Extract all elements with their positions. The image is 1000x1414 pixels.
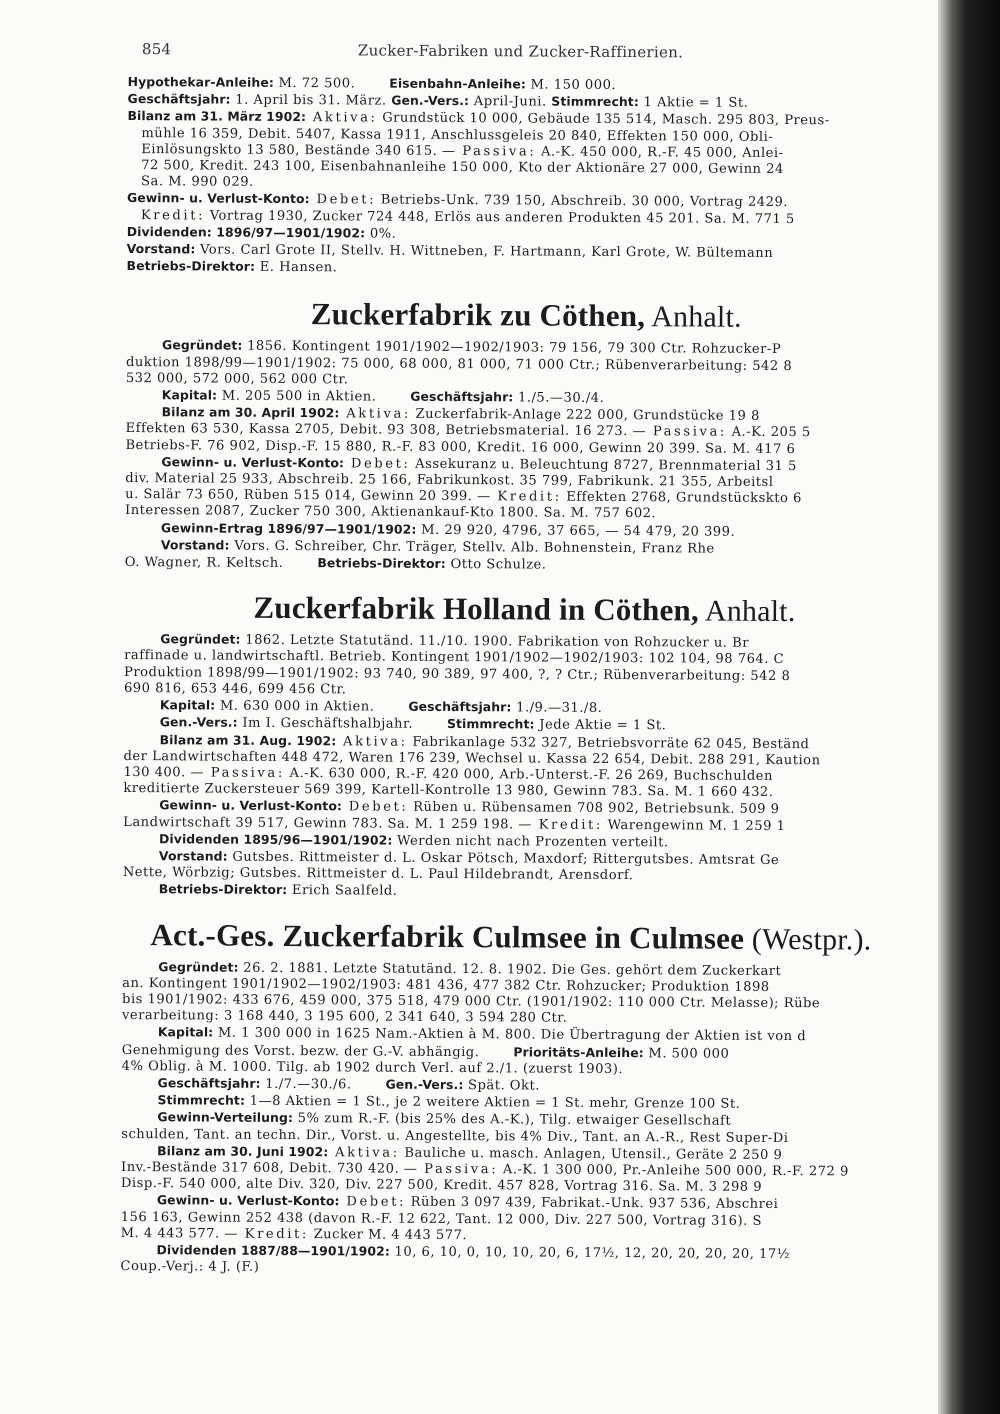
text-line: 72 500, Kredit. 243 100, Eisenbahnanleihe 150 000, Kto der Aktionäre 27 000, Gewinn 24 (141, 158, 784, 178)
text-line: Effekten 63 530, Kassa 2705, Debit. 93 308, Betriebsmaterial. 16 273. — Passiva: A.-K. 205 5 (125, 421, 811, 441)
text-line: Geschäftsjahr: 1./7.—30./6. Gen.-Vers.: Spät. Okt. (157, 1075, 540, 1094)
text-line: Gewinn- u. Verlust-Konto: Debet: Betriebs-Unk. 739 150, Abschreib. 30 000, Vortrag 2429. (126, 190, 789, 211)
text-line: Einlösungskto 13 580, Bestände 340 615. — Passiva: A.-K. 450 000, R.-F. 45 000, Anlei- (141, 141, 784, 161)
text-line: Gewinn-Ertrag 1896/97—1901/1902: M. 29 920, 4796, 37 665, — 54 479, 20 399. (160, 519, 736, 540)
text-line: 130 400. — Passiva: A.-K. 630 000, R.-F. 420 000, Arb.-Unterst.-F. 26 269, Buchschulden (123, 764, 773, 784)
text-line: Betriebs-F. 76 902, Disp.-F. 15 880, R.-F. 83 000, Kredit. 16 000, Gewinn 20 399. Sa. M. 417 6 (125, 437, 796, 457)
text-line: Landwirtschaft 39 517, Gewinn 783. Sa. M. 1 259 198. — Kredit: Warengewinn M. 1 259 1 (123, 814, 786, 834)
text-line: schulden, Tant. an techn. Dir., Vorst. u. Angestellte, bis 4% Div., Tant. an A.-R., Rest Super-Di (121, 1126, 789, 1146)
entry-culmsee (120, 959, 922, 1281)
text-line: Bilanz am 31. März 1902: Aktiva: Grundstück 10 000, Gebäude 135 514, Masch. 295 803, Preus- (127, 108, 830, 129)
text-line: bis 1901/1902: 433 676, 459 000, 375 518, 479 000 Ctr. (1901/1902: 110 000 Ctr. Melasse); Rübe (122, 991, 821, 1012)
running-head-title: Zucker-Fabriken und Zucker-Raffinerien. (357, 41, 684, 62)
text-line: Hypothekar-Anleihe: M. 72 500. Eisenbahn-Anleihe: M. 150 000. (127, 73, 617, 93)
entry-coethen (125, 337, 926, 576)
text-line: Gegründet: 1856. Kontingent 1901/1902—1902/1903: 79 156, 79 300 Ctr. Rohzucker-P (162, 337, 782, 358)
text-line: Vorstand: Vors. G. Schreiber, Chr. Träger, Stellv. Alb. Bohnenstein, Franz Rhe (160, 537, 715, 557)
text-line: Inv.-Bestände 317 608, Debit. 730 420. — Passiva: A.-K. 1 300 000, Pr.-Anleihe 500 000, R.-F. 272 9 (121, 1159, 849, 1180)
text-line: Genehmigung des Vorst. bezw. der G.-V. abhängig. Prioritäts-Anleihe: M. 500 000 (121, 1042, 730, 1062)
text-line: duktion 1898/99—1901/1902: 75 000, 68 000, 81 000, 71 000 Ctr.; Rübenverarbeitung: 542 8 (125, 354, 793, 374)
text-line: Kapital: M. 205 500 in Aktien. Geschäftsjahr: 1./5.—30./4. (161, 387, 605, 406)
text-line: Bilanz am 30. Juni 1902: Aktiva: Bauliche u. masch. Anlagen, Utensil., Geräte 2 250 9 (157, 1142, 783, 1163)
text-line: Produktion 1898/99—1901/1902: 93 740, 90 389, 97 400, ?, ? Ctr.; Rübenverarbeitung: 542 8 (124, 664, 791, 684)
page-edge-shadow (938, 0, 1000, 1414)
text-line: Nette, Wörbzig; Gutsbes. Rittmeister d. L. Paul Hildebrandt, Arensdorf. (122, 865, 634, 884)
text-line: u. Salär 73 650, Rüben 515 014, Gewinn 20 399. — Kredit: Effekten 2768, Grundstückskto 6 (125, 487, 802, 507)
text-line: Gegründet: 1862. Letzte Statutänd. 11./10. 1900. Fabrikation von Rohzucker u. Br (160, 631, 750, 652)
text-line: O. Wagner, R. Keltsch. Betriebs-Direktor: Otto Schulze. (124, 555, 547, 573)
text-line: Betriebs-Direktor: Erich Saalfeld. (158, 881, 398, 899)
text-line: raffinade u. landwirtschaftl. Betrieb. Kontingent 1901/1902—1902/1903: 102 104, 98 764. C (124, 648, 785, 668)
text-line: Coup.-Verj.: 4 J. (F.) (120, 1259, 260, 1276)
text-line: Gen.-Vers.: Im I. Geschäftshalbjahr. Stimmrecht: Jede Aktie = 1 St. (159, 714, 667, 734)
text-line: Dividenden 1895/96—1901/1902: Werden nicht nach Prozenten verteilt. (159, 830, 669, 851)
text-line: Stimmrecht: 1—8 Aktien = 1 St., je 2 weitere Aktien = 1 St. mehr, Grenze 100 St. (157, 1092, 741, 1112)
text-line: Betriebs-Direktor: E. Hansen. (126, 258, 338, 276)
running-head (128, 30, 928, 69)
text-line: an. Kontingent 1901/1902—1902/1903: 481 436, 477 382 Ctr. Rohzucker; Produktion 1898 (122, 975, 770, 995)
text-line: Gewinn-Verteilung: 5% zum R.-F. (bis 25% des A.-K.), Tilg. etwaiger Gesellschaft (157, 1109, 732, 1130)
section-title-holland: Zuckerfabrik Holland in Cöthen, Anhalt. (253, 590, 796, 629)
page-number: 854 (141, 40, 172, 59)
text-line: Kredit: Vortrag 1930, Zucker 724 448, Erlös aus anderen Produkten 45 201. Sa. M. 771 5 (140, 207, 795, 227)
text-line: kreditierte Zuckersteuer 569 399, Kartell-Kontrolle 13 980, Gewinn 783. Sa. M. 1 660 432. (123, 781, 774, 801)
text-line: 690 816, 653 446, 699 456 Ctr. (123, 680, 347, 698)
text-line: Geschäftsjahr: 1. April bis 31. März. Gen.-Vers.: April-Juni. Stimmrecht: 1 Aktie = 1 St. (127, 91, 749, 111)
text-line: der Landwirtschaften 448 472, Waren 176 239, Wechsel u. Kassa 22 654, Debit. 288 291, Kaution (123, 748, 821, 768)
entry-holland (123, 631, 925, 903)
entry-continuation (127, 74, 928, 280)
text-line: Gewinn- u. Verlust-Konto: Debet: Assekuranz u. Beleuchtung 8727, Brennmaterial 31 5 (161, 454, 797, 474)
text-line: mühle 16 359, Debit. 5407, Kassa 1911, Anschlussgeleis 20 840, Effekten 150 000, Obli- (141, 125, 774, 145)
text-line: Kapital: M. 630 000 in Aktien. Geschäftsjahr: 1./9.—31./8. (159, 697, 603, 717)
text-line: Sa. M. 990 029. (141, 174, 254, 190)
text-line: Gewinn- u. Verlust-Konto: Debet: Rüben 3 097 439, Fabrikat.-Unk. 937 536, Abschrei (156, 1192, 779, 1213)
text-line: 532 000, 572 000, 562 000 Ctr. (125, 370, 349, 388)
text-line: Vorstand: Gutsbes. Rittmeister d. L. Oskar Pötsch, Maxdorf; Rittergutsbes. Amtsrat Ge (158, 848, 780, 868)
text-line: 4% Oblig. à M. 1000. Tilg. ab 1902 durch Verl. auf 2./1. (zuerst 1903). (121, 1058, 624, 1077)
text-line: Disp.-F. 540 000, alte Div. 320, Div. 227 500, Kredit. 457 828, Vortrag 316. Sa. M. 3 298 9 (120, 1176, 763, 1196)
text-line: Dividenden 1887/88—1901/1902: 10, 6, 10, 0, 10, 10, 20, 6, 17½, 12, 20, 20, 20, 20, 17½ (156, 1242, 790, 1263)
section-title-coethen: Zuckerfabrik zu Cöthen, Anhalt. (310, 296, 742, 335)
text-line: 156 163, Gewinn 252 438 (davon R.-F. 12 622, Tant. 12 000, Div. 227 500, Vortrag 316). S (120, 1209, 762, 1229)
text-line: Dividenden: 1896/97—1901/1902: 0%. (126, 223, 397, 242)
text-line: Kapital: M. 1 300 000 in 1625 Nam.-Aktien à M. 800. Die Übertragung der Aktien ist von d (157, 1024, 807, 1045)
text-line: Vorstand: Vors. Carl Grote II, Stellv. H. Wittneben, F. Hartmann, Karl Grote, W. Bültemann (126, 241, 774, 261)
text-line: Gewinn- u. Verlust-Konto: Debet: Rüben u. Rübensamen 708 902, Betriebsunk. 509 9 (159, 797, 780, 818)
text-line: verarbeitung: 3 168 440, 3 195 600, 2 341 640, 3 594 280 Ctr. (121, 1008, 568, 1026)
section-title-culmsee: Act.-Ges. Zuckerfabrik Culmsee in Culmsee (Westpr.). (150, 916, 872, 957)
text-line: Bilanz am 31. Aug. 1902: Aktiva: Fabrikanlage 532 327, Betriebsvorräte 62 045, Beständ (159, 731, 810, 752)
text-line: Gegründet: 26. 2. 1881. Letzte Statutänd. 12. 8. 1902. Die Ges. gehört dem Zuckerkart (158, 958, 782, 979)
text-line: div. Material 25 933, Abschreib. 25 166, Fabrikunkost. 35 799, Fabrikunk. 21 355, Arbeitsl (125, 471, 774, 491)
text-line: M. 4 443 577. — Kredit: Zucker M. 4 443 577. (120, 1225, 468, 1243)
document-page (120, 30, 928, 1280)
text-line: Bilanz am 30. April 1902: Aktiva: Zuckerfabrik-Anlage 222 000, Grundstücke 19 8 (161, 404, 760, 425)
text-line: Interessen 2087, Zucker 750 300, Aktienankauf-Kto 1800. Sa. M. 757 602. (125, 503, 657, 522)
